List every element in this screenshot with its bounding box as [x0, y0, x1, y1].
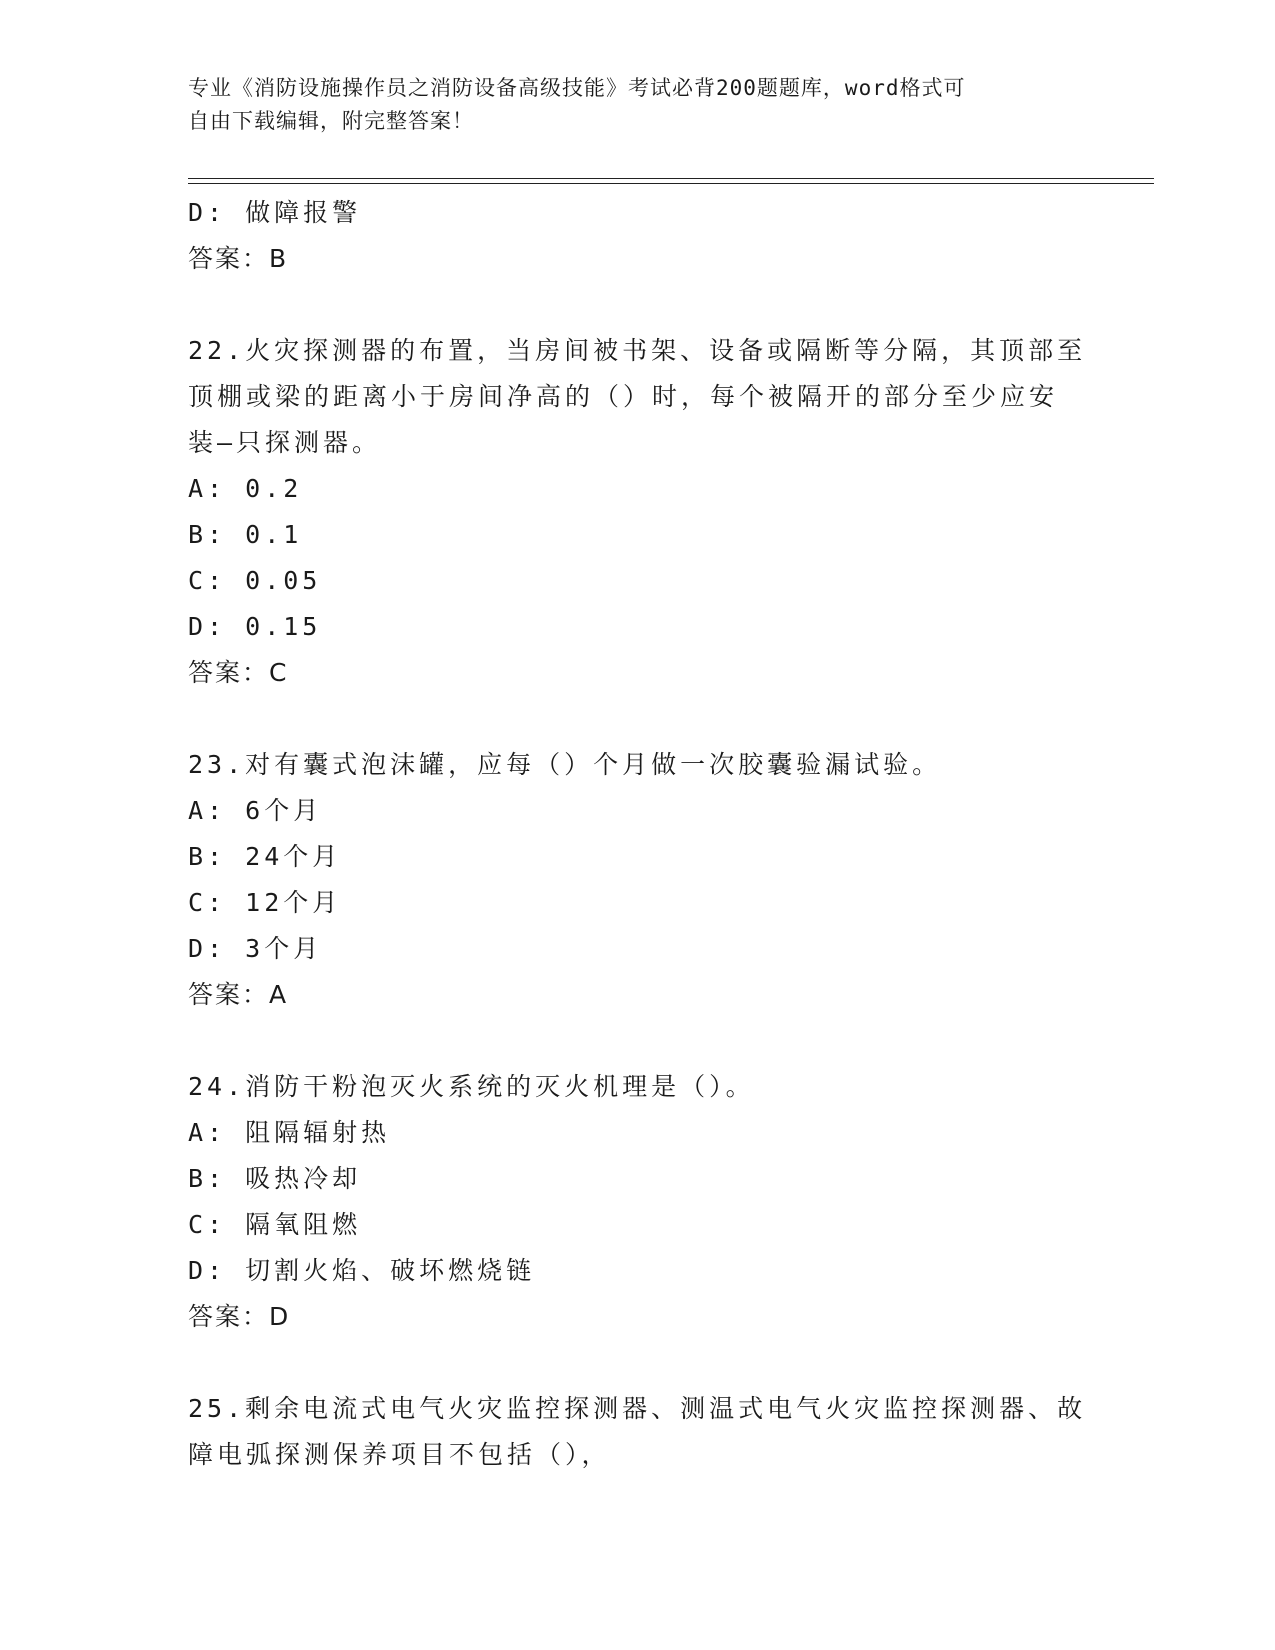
question-text-line: 25.剩余电流式电气火灾监控探测器、测温式电气火灾监控探测器、故 — [188, 1394, 1087, 1423]
question-24 — [188, 1064, 1088, 1340]
question-text-line: 顶棚或梁的距离小于房间净高的（）时，每个被隔开的部分至少应安 — [188, 382, 1059, 411]
question-text-line: 22.火灾探测器的布置，当房间被书架、设备或隔断等分隔，其顶部至 — [188, 336, 1087, 365]
option-a: A: 6个月 — [188, 796, 323, 825]
option-a: A: 0.2 — [188, 474, 303, 503]
spacer — [188, 1340, 1088, 1386]
option-b: B: 0.1 — [188, 520, 303, 549]
spacer — [188, 696, 1088, 742]
header-divider-bottom — [188, 183, 1154, 184]
option-c: C: 0.05 — [188, 566, 322, 595]
question-25 — [188, 1386, 1088, 1478]
question-text-line: 障电弧探测保养项目不包括（）， — [188, 1440, 611, 1469]
question-23 — [188, 742, 1088, 1018]
option-d: D: 3个月 — [188, 934, 323, 963]
option-c: C: 12个月 — [188, 888, 342, 917]
page-header — [188, 72, 1088, 138]
header-line-2: 自由下载编辑，附完整答案！ — [188, 109, 474, 133]
question-text-line: 23.对有囊式泡沫罐，应每（）个月做一次胶囊验漏试验。 — [188, 750, 942, 779]
spacer — [188, 1018, 1088, 1064]
option-a: A: 阻隔辐射热 — [188, 1118, 391, 1147]
option-b: B: 吸热冷却 — [188, 1164, 362, 1193]
option-d: D: 切割火焰、破坏燃烧链 — [188, 1256, 536, 1285]
question-content — [188, 190, 1088, 1478]
answer: 答案：D — [188, 1302, 291, 1331]
option-d: D: 0.15 — [188, 612, 322, 641]
question-22 — [188, 328, 1088, 696]
spacer — [188, 282, 1088, 328]
previous-option-d: D: 做障报警 — [188, 198, 362, 227]
question-text-line: 24.消防干粉泡灭火系统的灭火机理是（）。 — [188, 1072, 755, 1101]
header-line-1: 专业《消防设施操作员之消防设备高级技能》考试必背200题题库，word格式可 — [188, 76, 966, 100]
option-c: C: 隔氧阻燃 — [188, 1210, 362, 1239]
question-text-line: 装—只探测器。 — [188, 428, 382, 457]
previous-answer: 答案：B — [188, 244, 289, 273]
answer: 答案：A — [188, 980, 289, 1009]
answer: 答案：C — [188, 658, 289, 687]
header-divider-top — [188, 178, 1154, 179]
option-b: B: 24个月 — [188, 842, 342, 871]
